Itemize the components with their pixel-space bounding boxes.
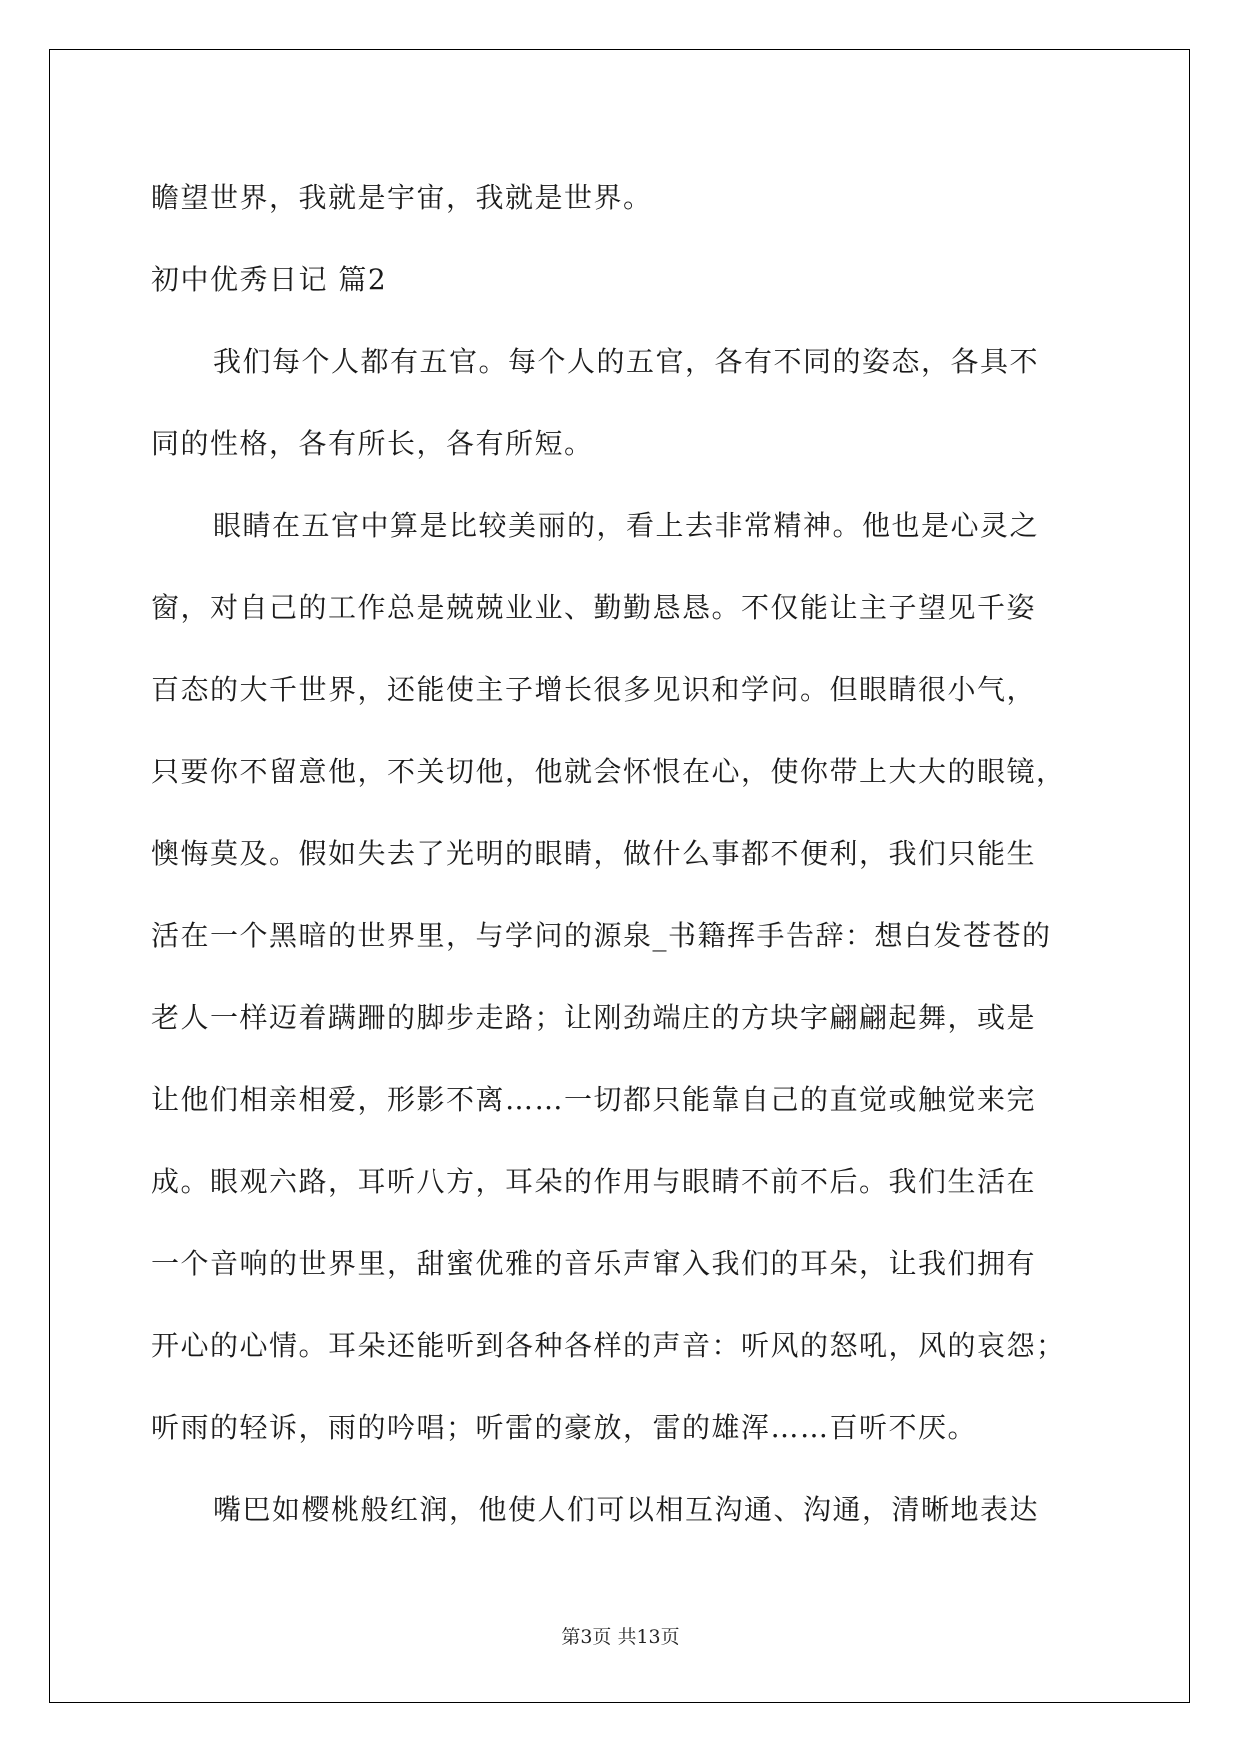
paragraph-line: 让他们相亲相爱，形影不离……一切都只能靠自己的直觉或触觉来完 <box>151 1083 1037 1116</box>
paragraph-line: 懊悔莫及。假如失去了光明的眼睛，做什么事都不便利，我们只能生 <box>151 837 1037 870</box>
paragraph-line: 同的性格，各有所长，各有所短。 <box>151 427 594 460</box>
paragraph-line: 听雨的轻诉，雨的吟唱；听雷的豪放，雷的雄浑……百听不厌。 <box>151 1411 978 1444</box>
text-line: 瞻望世界，我就是宇宙，我就是世界。 <box>151 181 653 214</box>
paragraph-line: 活在一个黑暗的世界里，与学问的源泉_书籍挥手告辞：想白发苍苍的 <box>151 919 1052 952</box>
paragraph-line: 老人一样迈着蹒跚的脚步走路；让刚劲端庄的方块字翩翩起舞，或是 <box>151 1001 1037 1034</box>
paragraph-line: 窗，对自己的工作总是兢兢业业、勤勤恳恳。不仅能让主子望见千姿 <box>151 591 1037 624</box>
paragraph-line: 百态的大千世界，还能使主子增长很多见识和学问。但眼睛很小气， <box>151 673 1037 706</box>
paragraph-line: 只要你不留意他，不关切他，他就会怀恨在心，使你带上大大的眼镜， <box>151 755 1066 788</box>
paragraph-line: 我们每个人都有五官。每个人的五官，各有不同的姿态，各具不 <box>213 345 1040 378</box>
paragraph-line: 一个音响的世界里，甜蜜优雅的音乐声窜入我们的耳朵，让我们拥有 <box>151 1247 1037 1280</box>
paragraph-line: 成。眼观六路，耳听八方，耳朵的作用与眼睛不前不后。我们生活在 <box>151 1165 1037 1198</box>
document-body <box>151 157 1091 1551</box>
section-heading: 初中优秀日记 篇2 <box>151 263 388 296</box>
paragraph-line: 嘴巴如樱桃般红润，他使人们可以相互沟通、沟通，清晰地表达 <box>213 1493 1040 1526</box>
paragraph-line: 开心的心情。耳朵还能听到各种各样的声音：听风的怒吼，风的哀怨； <box>151 1329 1066 1362</box>
page-number-footer: 第3页 共13页 <box>561 1626 680 1648</box>
paragraph-line: 眼睛在五官中算是比较美丽的，看上去非常精神。他也是心灵之 <box>213 509 1040 542</box>
